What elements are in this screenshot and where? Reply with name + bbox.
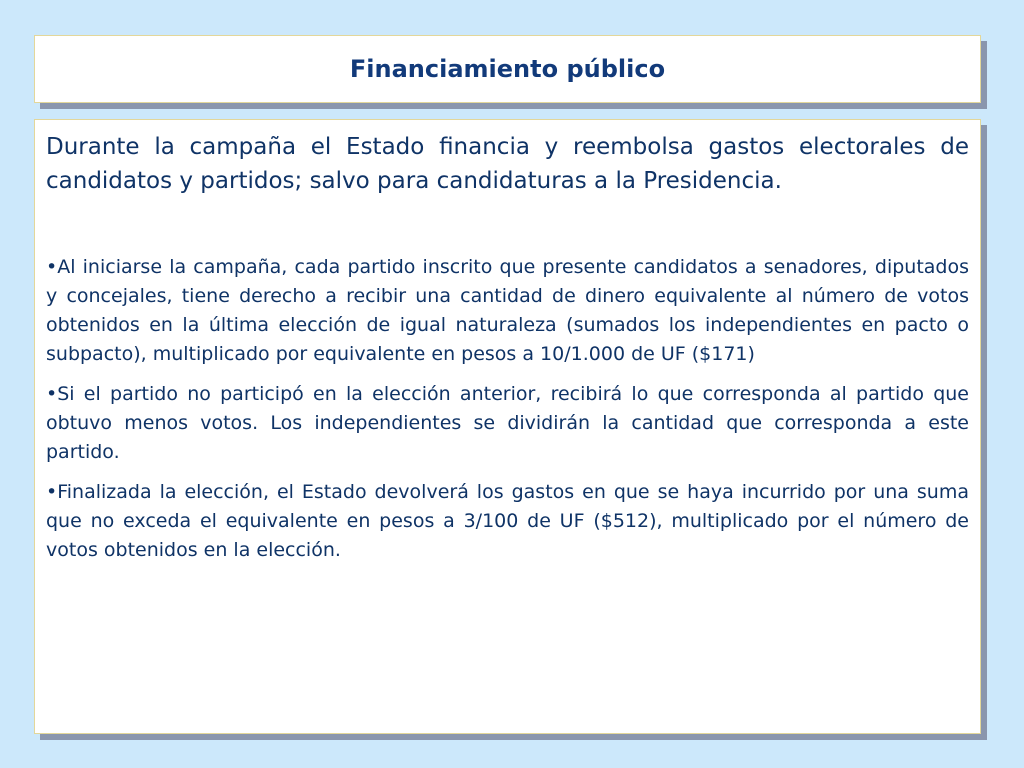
paragraph-spacer	[46, 198, 969, 253]
content-panel	[34, 119, 981, 734]
intro-paragraph: Durante la campaña el Estado financia y reembolsa gastos electorales de candidatos y partidos; salvo para candidaturas a la Presidencia.	[46, 134, 969, 194]
bullet-item-3: •Finalizada la elección, el Estado devolverá los gastos en que se haya incurrido por una suma que no exceda el equivalente en pesos a 3/100 de UF ($512), multiplicado por el número de votos obtenidos en la elección.	[46, 481, 969, 561]
bullet-item-2: •Si el partido no participó en la elección anterior, recibirá lo que corresponda al partido que obtuvo menos votos. Los independientes se dividirán la cantidad que corresponda a este partido.	[46, 383, 969, 463]
slide-title: Financiamiento público	[349, 55, 666, 83]
bullet-item-1: •Al iniciarse la campaña, cada partido inscrito que presente candidatos a senadores, diputados y concejales, tiene derecho a recibir una cantidad de dinero equivalente al número de votos obtenidos en la última elección de igual naturaleza (sumados los independientes en pacto o subpacto), multiplicado por equivalente en pesos a 10/1.000 de UF ($171)	[46, 256, 969, 365]
title-panel	[34, 35, 981, 103]
